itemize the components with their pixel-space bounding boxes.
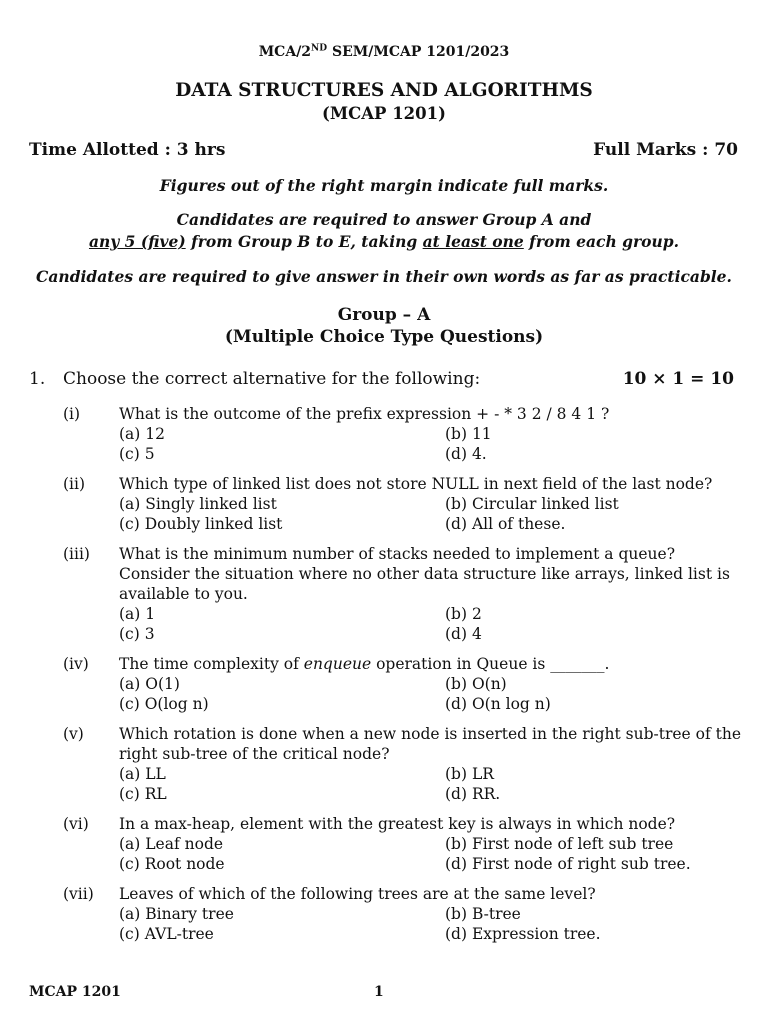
option-b: (b) First node of left sub tree bbox=[445, 835, 674, 853]
option-c: (c) Doubly linked list bbox=[119, 515, 283, 533]
instruction-own-words: Candidates are required to give answer in their own words as far as practicable. bbox=[36, 267, 732, 286]
item-stem: What is the outcome of the prefix expression + - * 3 2 / 8 4 1 ? bbox=[119, 405, 610, 423]
option-a: (a) 1 bbox=[119, 605, 156, 623]
option-b: (b) Circular linked list bbox=[445, 495, 619, 513]
paper-code-suffix: SEM/MCAP 1201/2023 bbox=[327, 44, 510, 60]
paper-title: DATA STRUCTURES AND ALGORITHMS bbox=[175, 80, 593, 101]
group-name: Group – A bbox=[337, 305, 431, 325]
option-b: (b) B-tree bbox=[445, 905, 521, 923]
item-options bbox=[119, 424, 743, 464]
item-stem: In a max-heap, element with the greatest key is always in which node? bbox=[119, 815, 676, 833]
item-number: (iv) bbox=[63, 655, 89, 673]
option-c: (c) 3 bbox=[119, 625, 155, 643]
item-number: (v) bbox=[63, 725, 84, 743]
item-stem: Which rotation is done when a new node is inserted in the right sub-tree of the right sub-tree of the critical node? bbox=[119, 725, 742, 763]
option-a: (a) LL bbox=[119, 765, 166, 783]
item-options bbox=[119, 904, 743, 944]
item-options bbox=[119, 834, 743, 874]
option-b: (b) O(n) bbox=[445, 675, 507, 693]
item-stem-before: The time complexity of bbox=[119, 655, 304, 673]
list-item bbox=[63, 814, 743, 874]
list-item bbox=[63, 404, 743, 464]
option-c: (c) O(log n) bbox=[119, 695, 209, 713]
item-number: (ii) bbox=[63, 475, 86, 493]
question-marks: 10 × 1 = 10 bbox=[622, 369, 734, 389]
item-number: (vii) bbox=[63, 885, 94, 903]
option-a: (a) O(1) bbox=[119, 675, 180, 693]
instruction-groups-line1: Candidates are required to answer Group A and bbox=[176, 210, 592, 229]
instruction-at-least-one: at least one bbox=[422, 232, 524, 251]
item-stem: Leaves of which of the following trees are at the same level? bbox=[119, 885, 596, 903]
item-options bbox=[119, 674, 743, 714]
question-text: Choose the correct alternative for the following: bbox=[63, 369, 481, 389]
option-a: (a) Leaf node bbox=[119, 835, 224, 853]
page-number: 1 bbox=[374, 984, 384, 1000]
item-stem-after: operation in Queue is _______. bbox=[371, 655, 610, 673]
group-type: (Multiple Choice Type Questions) bbox=[224, 327, 544, 347]
full-marks: Full Marks : 70 bbox=[593, 140, 738, 160]
item-options bbox=[119, 494, 743, 534]
option-d: (d) First node of right sub tree. bbox=[445, 855, 691, 873]
list-item bbox=[63, 544, 743, 644]
option-c: (c) Root node bbox=[119, 855, 225, 873]
paper-code bbox=[0, 44, 768, 60]
option-a: (a) 12 bbox=[119, 425, 165, 443]
option-c: (c) AVL-tree bbox=[119, 925, 214, 943]
list-item bbox=[63, 884, 743, 944]
instruction-groups-line2 bbox=[0, 232, 768, 251]
item-number: (iii) bbox=[63, 545, 90, 563]
question-number: 1. bbox=[29, 369, 46, 389]
question-list bbox=[63, 404, 743, 954]
list-item bbox=[63, 474, 743, 534]
option-d: (d) RR. bbox=[445, 785, 501, 803]
item-stem: Which type of linked list does not store NULL in next field of the last node? bbox=[119, 475, 713, 493]
option-a: (a) Singly linked list bbox=[119, 495, 277, 513]
footer-paper-code: MCAP 1201 bbox=[29, 984, 121, 1000]
item-number: (vi) bbox=[63, 815, 89, 833]
paper-subtitle: (MCAP 1201) bbox=[322, 104, 446, 123]
item-options bbox=[119, 764, 743, 804]
paper-code-superscript: ND bbox=[311, 43, 328, 54]
instruction-marks: Figures out of the right margin indicate full marks. bbox=[159, 176, 609, 195]
option-b: (b) 11 bbox=[445, 425, 492, 443]
item-stem bbox=[119, 654, 743, 674]
option-d: (d) Expression tree. bbox=[445, 925, 601, 943]
option-a: (a) Binary tree bbox=[119, 905, 234, 923]
paper-code-prefix: MCA/2 bbox=[258, 44, 312, 60]
item-stem-italic: enqueue bbox=[303, 655, 372, 673]
option-c: (c) RL bbox=[119, 785, 167, 803]
item-number: (i) bbox=[63, 405, 81, 423]
option-b: (b) LR bbox=[445, 765, 494, 783]
option-c: (c) 5 bbox=[119, 445, 155, 463]
item-options bbox=[119, 604, 743, 644]
instruction-any-five: any 5 (five) bbox=[88, 232, 186, 251]
item-stem: What is the minimum number of stacks needed to implement a queue? Consider the situation where no other data structure like arrays, linked list is available to you. bbox=[119, 545, 730, 603]
instruction-text-1: from Group B to E, taking bbox=[185, 232, 423, 251]
list-item bbox=[63, 724, 743, 804]
option-d: (d) All of these. bbox=[445, 515, 566, 533]
list-item bbox=[63, 654, 743, 714]
instruction-text-2: from each group. bbox=[523, 232, 680, 251]
option-b: (b) 2 bbox=[445, 605, 482, 623]
time-allotted: Time Allotted : 3 hrs bbox=[29, 140, 226, 160]
option-d: (d) 4. bbox=[445, 445, 487, 463]
option-d: (d) 4 bbox=[445, 625, 482, 643]
option-d: (d) O(n log n) bbox=[445, 695, 551, 713]
